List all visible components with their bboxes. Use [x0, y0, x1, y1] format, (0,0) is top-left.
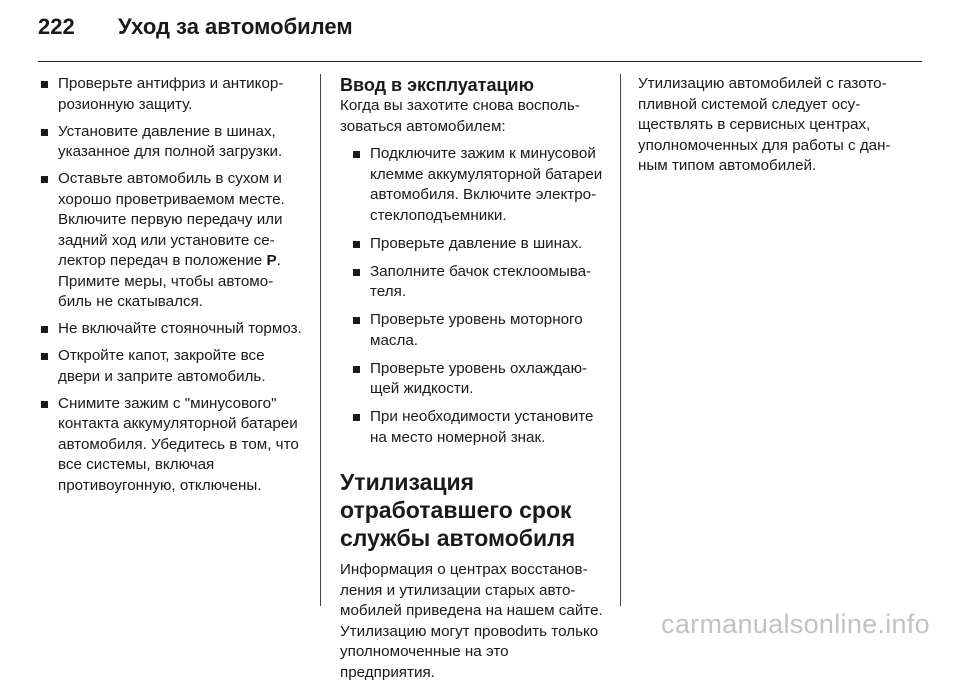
disposal-text: Информация о центрах восстановления и утилизации старых автомобилей приведена на нашем сайте. Утилизацию могут провоdить только уполномоченные на это предприятия.	[340, 561, 603, 681]
list-item: Установите давление в шинах, указанное для полной загрузки.	[40, 122, 302, 163]
list-item: Подключите зажим к минусовой клемме аккумуляторной батареи автомобиля. Включите электростеклоподъемники.	[352, 144, 605, 226]
section-heading-disposal: Утилизация отработавшего срок службы автомобиля	[340, 469, 576, 551]
column-1	[40, 74, 302, 503]
recommission-steps-list	[340, 144, 605, 448]
column-2	[340, 74, 605, 690]
column-divider-1	[320, 74, 321, 606]
list-item: Проверьте антифриз и антикоррозионную защиту.	[40, 74, 302, 115]
list-item: Откройте капот, закройте все двери и заприте автомобиль.	[40, 346, 302, 387]
list-item-text: Оставьте автомобиль в сухом и хорошо проветриваемом месте. Включите первую передачу или задний ход или установите селектор передач в положение	[58, 170, 285, 269]
storage-steps-list	[40, 74, 302, 496]
page-header	[38, 14, 353, 54]
page-number: 222	[38, 14, 75, 39]
header-rule	[38, 61, 922, 62]
list-item: Снимите зажим с "минусового" контакта аккумуляторной батареи автомобиля. Убедитесь в том, что все системы, включая противоугонную, отключены.	[40, 394, 302, 497]
gas-vehicle-disposal-text: Утилизацию автомобилей с газотопливной системой следует осуществлять в сервисных центрах, уполномоченных для работы с данным типом автомобилей.	[638, 75, 891, 174]
list-item: Проверьте уровень моторного масла.	[352, 310, 605, 351]
list-item: Заполните бачок стеклоомывателя.	[352, 262, 605, 303]
column-divider-2	[620, 74, 621, 606]
list-item-tail: . Примите меры, чтобы автомобиль не скатывался.	[58, 252, 281, 310]
intro-text: Когда вы захотите снова воспользоваться автомобилем:	[340, 97, 580, 135]
list-item: Проверьте уровень охлаждающей жидкости.	[352, 359, 605, 400]
list-item: Не включайте стояночный тормоз.	[40, 319, 302, 340]
section-heading-recommissioning: Ввод в эксплуатацию	[340, 75, 534, 95]
chapter-title: Уход за автомобилем	[118, 14, 353, 39]
watermark: carmanualsonline.info	[661, 609, 930, 639]
gear-position-p: P	[266, 252, 277, 269]
list-item: Проверьте давление в шинах.	[352, 234, 605, 255]
column-3	[638, 74, 908, 184]
list-item: При необходимости установите на место номерной знак.	[352, 407, 605, 448]
list-item	[40, 169, 302, 313]
